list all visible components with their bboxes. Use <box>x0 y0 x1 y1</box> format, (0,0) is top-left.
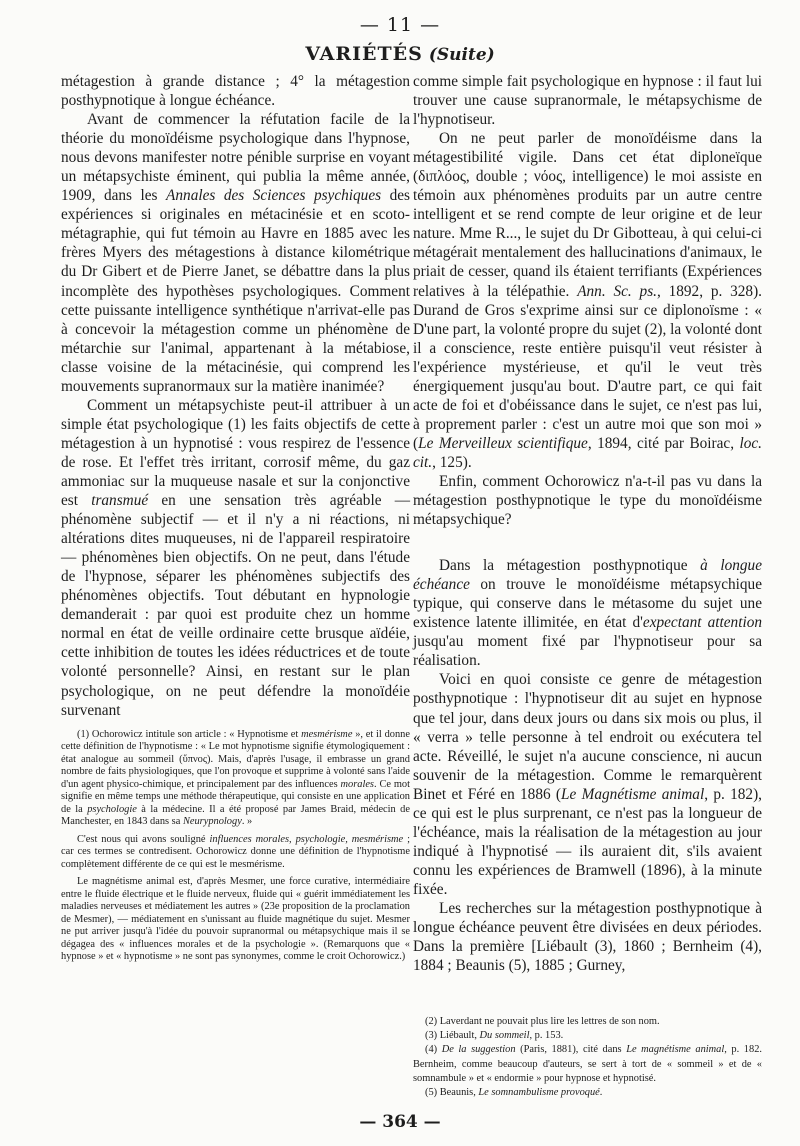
title-suite: (Suite) <box>428 45 495 65</box>
text-run: (1) Ochorowicz intitule son article : « Hypnotisme et <box>77 728 302 740</box>
section-title <box>0 43 800 65</box>
right-paragraph-3: Enfin, comment Ochorowicz n'a-t-il pas vu dans la métagestion posthypnotique le type du monoïdéisme métapsychique? <box>413 472 762 529</box>
text-run: , 1892, p. 328). Durand de Gros s'exprime ainsi sur ce diplonoïsme : « D'une part, la volonté propre du sujet (2), la volonté dont il a conscience, reste entière puisqu'il veut résister à l'expérience mystérieuse, et qu'il le veut très énergiquement jusqu'au bout. D'autre part, ce qui fait acte de foi et d'obéissance dans le sujet, ce n'est pas lui, à proprement parler : c'est un autre moi que son moi » ( <box>413 282 762 452</box>
text-run: , p. 153. <box>529 1030 564 1042</box>
italic-run: influences morales, psychologie, mesmérisme <box>209 833 404 845</box>
running-page-number: — 11 — <box>359 14 441 36</box>
text-run: (5) Beaunis, <box>425 1087 479 1099</box>
text-run: des expériences si originales en métacinésie et en scoto-métagraphie, qui fut témoin au Havre en 1885 avec les frères Myers des métagestions à distance kilométrique du Dr Gibert et de Pierre Janet, se débattre dans la plus incomplète des hypothèses psychologiques. Comment cette puissante intelligence synthétique n'arrivat-elle pas à concevoir la métagestion comme un phénomène de métarchie sur l'animal, appartenant à la métabiose, classe voisine de la métacinésie, qui comprend les mouvements supranormaux sur la matière inanimée? <box>61 187 410 395</box>
italic-run: à longue échéance <box>413 557 762 594</box>
text-run: Dans la métagestion posthypnotique <box>439 557 701 575</box>
text-run: (Paris, 1881), cité dans <box>515 1044 627 1056</box>
text-run: C'est nous qui avons souligné <box>77 833 210 845</box>
text-run: . <box>599 1087 603 1099</box>
italic-run: Neurypnology <box>182 816 242 828</box>
right-paragraph-2 <box>413 129 762 472</box>
right-paragraph-5 <box>413 670 762 899</box>
text-run: », et il donne cette définition de l'hypnotisme : « Le mot hypnotisme signifie étymologiquement : état analogue au sommeil (ὕπνος). Mais, d'après l'usage, il embrasse un grand nombre de faits physiologiques, que l'on provoque et supprime à volonté sans l'aide d'un agent physico-chimique, et principalement par des influences <box>61 728 410 790</box>
text-run: Comment un métapsychiste peut-il attribuer à un simple état psychologique (1) les faits objectifs de cette métagestion à un hypnotisé : vous respirez de l'essence de rose. Et l'effet très irritant, corrosif même, du gaz ammoniac sur la muqueuse nasale et sur la conjonctive est <box>61 396 410 510</box>
text-run: ; car ces termes se contredisent. Ochorowicz donne une définition de l'hypnotisme complètement différente de ce qui est le mesmérisme. <box>61 833 410 870</box>
text-run: . » <box>241 816 253 828</box>
footnote-1-mesmer: Le magnétisme animal est, d'après Mesmer, une force curative, intermédiaire entre le fluide électrique et le fluide nerveux, fluide qui « guérit immédiatement les maladies nerveuses et médiatement les autres » (23e proposition de la proclamation de Mesmer), — médiatement en s'unissant au fluide magnétique du sujet. Mesmer ne put arriver jusqu'à l'idée du pouvoir supranormal ou métapsychique mais il se dégagea des « influences morales et de la psychologie ». (Remarquons que « hypnose » et « hypnotisme » ne sont pas synonymes, comme le croit Ochorowicz.) <box>61 876 410 963</box>
right-footnotes <box>413 1015 762 1100</box>
italic-run: Le somnambulisme provoqué <box>478 1087 600 1099</box>
italic-run: Du sommeil <box>479 1030 530 1042</box>
italic-run: loc. cit. <box>413 434 762 471</box>
italic-run: transmué <box>91 492 149 510</box>
right-column <box>413 72 762 975</box>
italic-run: expectant attention <box>642 614 762 632</box>
italic-run: Le magnétisme animal <box>626 1044 725 1056</box>
footnote-4 <box>413 1043 762 1086</box>
text-run: jusqu'au moment fixé par l'hypnotiseur pour sa réalisation. <box>413 633 762 670</box>
left-column <box>61 72 410 969</box>
text-run: on trouve le monoïdéisme métapsychique typique, qui conserve dans le métasome du sujet une existence latente illimitée, en état d' <box>413 576 762 632</box>
text-run: Voici en quoi consiste ce genre de métagestion posthypnotique : l'hypnotiseur dit au sujet en hypnose que tel jour, dans deux jours ou dans six mois ou plus, il « verra » telle personne à tel endroit ou exécutera tel acte. Réveillé, le sujet n'a aucune conscience, ni aucun souvenir de la métagestion. Comme le remarquèrent Binet et Féré en 1886 ( <box>413 671 762 803</box>
left-paragraph-3 <box>61 396 410 720</box>
text-run: On ne peut parler de monoïdéisme dans la métagestibilité vigile. Dans cet état diploneïque (διπλόος, double ; νόος, intelligence) le moi assiste en témoin aux phénomènes produits par un autre centre intelligent et se rend compte de leur origine et de leur nature. Mme R..., le sujet du Dr Gibotteau, à qui celui-ci métagérait mentalement des hallucinations d'animaux, le priait de cesser, quand ils étaient terrifiants (Expériences relatives à la télépathie. <box>413 130 762 300</box>
text-run: en une sensation très agréable — phénomène subjectif — et il n'y a ni réactions, ni altérations dites muqueuses, ni de l'appareil respiratoire — phénomènes bien objectifs. On ne peut, dans l'étude de l'hypnose, séparer les phénomènes subjectifs des phénomènes objectifs. Tout débutant en hypnologie demanderait : par quoi est produite chez un homme normal en état de veille ordinaire cette brusque aïdéie, cette inhibition de toutes les idées réductrices et de toute volonté personnelle? Ainsi, en restant sur le plan psychologique, on ne peut défendre la monoïdéie survenant <box>61 492 410 719</box>
footnote-1-commentary <box>61 834 410 872</box>
left-paragraph-1: métagestion à grande distance ; 4° la métagestion posthypnotique à longue échéance. <box>61 73 410 110</box>
footnote-3 <box>413 1029 762 1043</box>
italic-run: Le Merveilleux scientifique <box>418 434 588 452</box>
text-run: , p. 182), ce qui est le plus surprenant, ce n'est pas la longueur de l'échéance, mais la réalisation de la métagestion au jour indiqué à l'hypnotisé — ils auraient dit, s'ils avaient connu les expériences de Bramwell (1896), à la minute fixée. <box>413 785 762 898</box>
right-paragraph-1: comme simple fait psychologique en hypnose : il faut lui trouver une cause supranormale, le métapsychisme de l'hypnotiseur. <box>413 73 762 129</box>
italic-run: morales <box>340 778 374 790</box>
text-run: , p. 182. Bernheim, comme beaucoup d'auteurs, se sert à tort de « sommeil » et de « somnambule » et « endormie » pour hypnose et hypnotisé. <box>413 1044 762 1084</box>
italic-run: psychologie <box>87 803 137 815</box>
text-run: , 125). <box>432 453 472 471</box>
title-text: VARIÉTÉS <box>305 43 423 65</box>
footnote-1 <box>61 729 410 829</box>
text-run: à la médecine. Il a été proposé par James Braid, médecin de Manchester, en 1843 dans sa <box>61 803 410 828</box>
italic-run: Annales des Sciences psychiques <box>166 187 382 205</box>
right-paragraph-6: Les recherches sur la métagestion posthypnotique à longue échéance peuvent être divisées en deux périodes. Dans la première [Liébault (3), 1860 ; Bernheim (4), 1884 ; Beaunis (5), 1885 ; Gurney, <box>413 899 762 975</box>
text-run: (3) Liébault, <box>425 1030 480 1042</box>
left-footnotes <box>61 729 410 964</box>
italic-run: Ann. Sc. ps. <box>577 282 657 300</box>
left-paragraph-2 <box>61 110 410 396</box>
footnote-5 <box>413 1086 762 1100</box>
text-run: , 1894, cité par Boirac, <box>587 434 740 452</box>
italic-run: De la suggestion <box>441 1044 516 1056</box>
footnote-2: (2) Laverdant ne pouvait plus lire les lettres de son nom. <box>425 1016 660 1027</box>
italic-run: mesmérisme <box>301 728 353 740</box>
page-number: — 364 — <box>359 1112 441 1132</box>
text-run: . Ce mot signifie en même temps une méthode thérapeutique, qui consiste en une application de la <box>61 778 411 815</box>
text-run: (4) <box>425 1044 442 1056</box>
italic-run: Le Magnétisme animal <box>561 785 705 803</box>
text-run: Avant de commencer la réfutation facile de la théorie du monoïdéisme psychologique dans l'hypnose, nous devons manifester notre pénible surprise en voyant un métapsychiste éminent, qui publia la même année, 1909, dans les <box>61 111 410 205</box>
right-paragraph-4 <box>413 556 762 670</box>
